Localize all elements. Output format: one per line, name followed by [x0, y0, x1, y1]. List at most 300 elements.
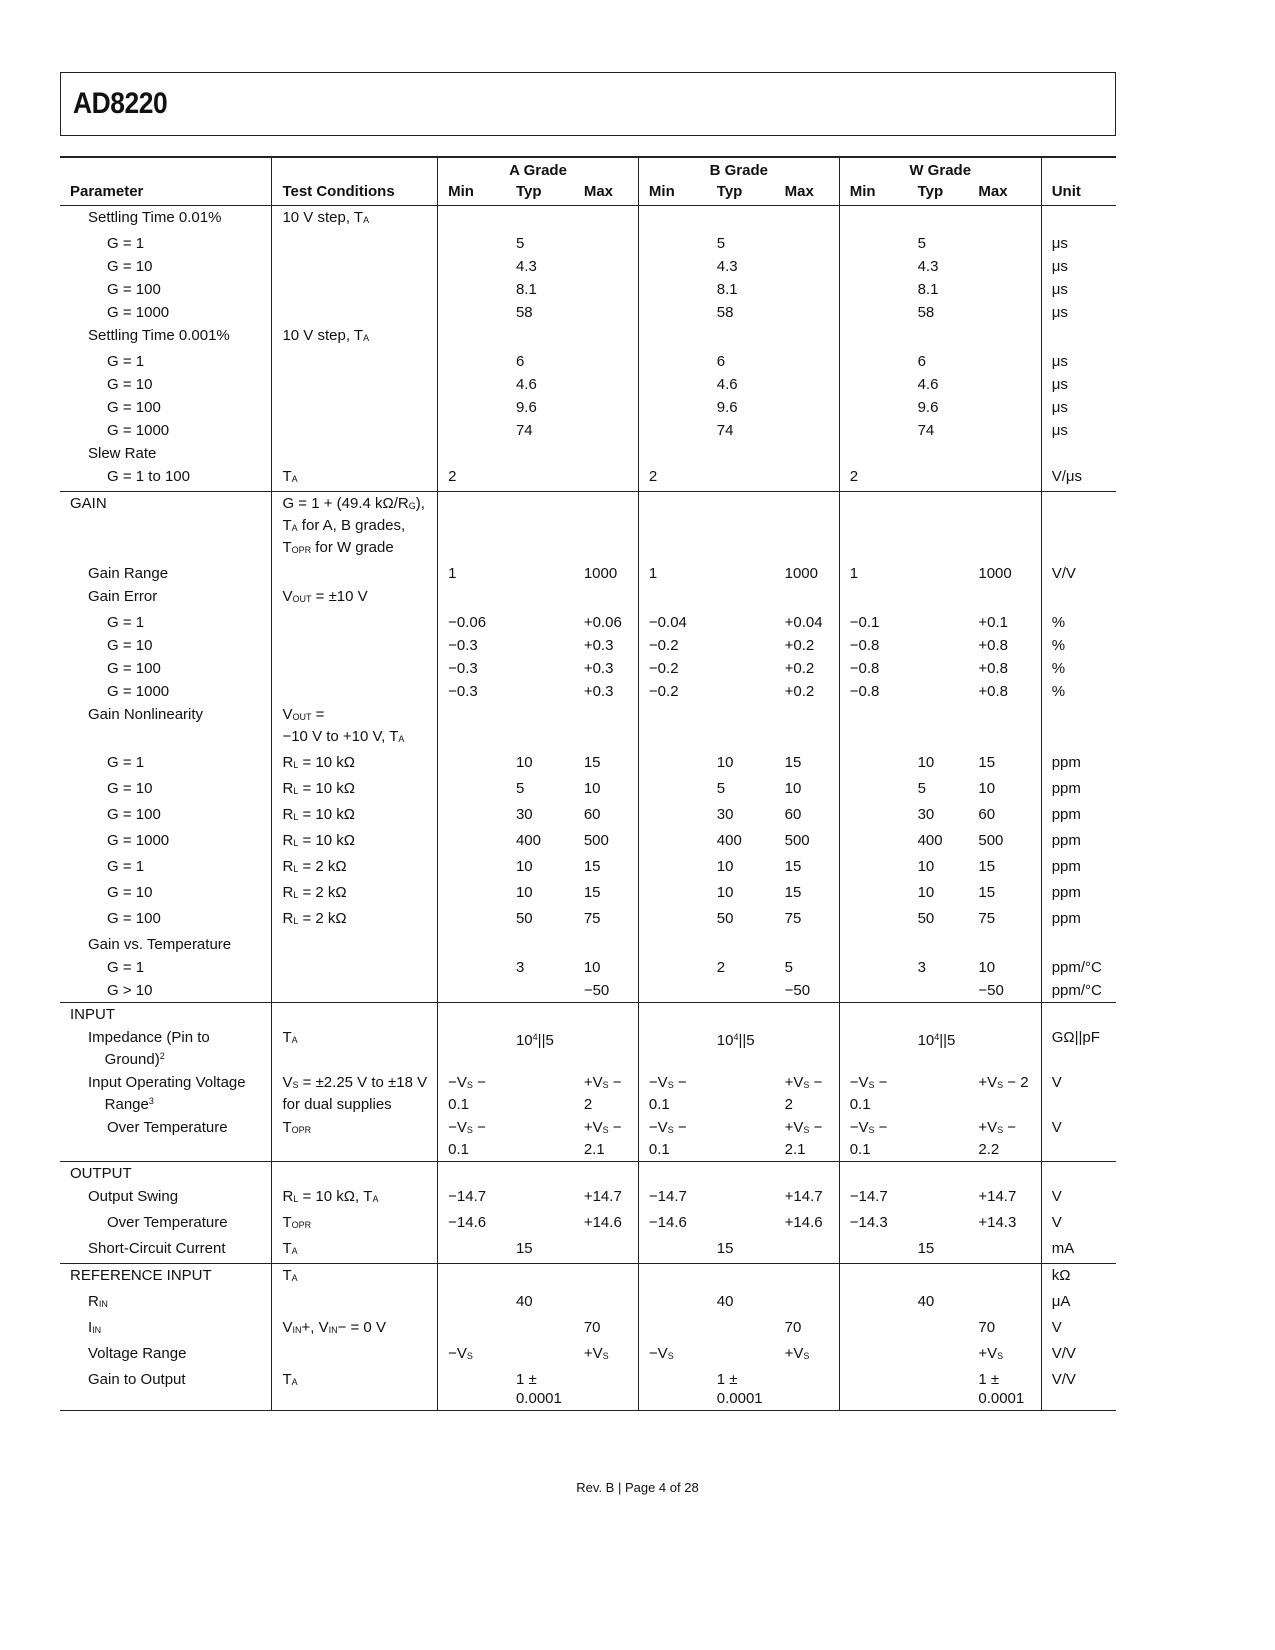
b-min-cell — [638, 1003, 706, 1027]
parameter-cell: G = 100 — [107, 399, 161, 416]
header-typ: Typ — [506, 180, 574, 206]
parameter-cell: G = 10 — [107, 637, 153, 654]
w-min-cell: $-V_S$ − 0.1 — [839, 1116, 907, 1162]
parameter-cell: $I_{IN}$ — [88, 1319, 102, 1336]
parameter-cell: Impedance (Pin to Ground)$^2$ — [88, 1029, 210, 1068]
b-min-cell — [638, 956, 706, 979]
a-min-cell — [438, 278, 506, 301]
b-min-cell — [638, 255, 706, 278]
w-typ-cell: 15 — [917, 1240, 935, 1257]
header-row-columns — [60, 180, 1116, 206]
w-typ-cell — [908, 611, 969, 634]
w-typ-cell: 30 — [917, 806, 935, 823]
w-min-cell — [839, 419, 907, 442]
b-max-cell — [775, 419, 840, 442]
b-min-cell — [638, 751, 706, 777]
a-min-cell — [438, 751, 506, 777]
parameter-cell: G = 1 — [107, 235, 145, 252]
w-min-cell — [839, 492, 907, 563]
a-max-cell — [574, 703, 639, 751]
a-max-cell — [574, 350, 639, 373]
test-conditions-cell: $R_L = 10$ kΩ, $T_A$ — [272, 1185, 438, 1211]
parameter-cell: Gain Nonlinearity — [88, 706, 204, 723]
w-min-cell — [839, 255, 907, 278]
unit-cell: ppm — [1041, 855, 1116, 881]
w-min-cell — [839, 703, 907, 751]
w-min-cell — [839, 829, 907, 855]
w-min-cell — [839, 324, 907, 350]
a-typ-cell: 400 — [515, 832, 541, 849]
header-a-grade: A Grade — [438, 157, 639, 180]
w-min-cell — [839, 278, 907, 301]
a-min-cell — [438, 419, 506, 442]
b-max-cell — [775, 206, 840, 233]
a-max-cell: −50 — [583, 982, 610, 999]
w-max-cell: 75 — [978, 910, 996, 927]
b-typ-cell — [707, 1003, 775, 1027]
w-min-cell — [839, 232, 907, 255]
a-max-cell: 15 — [583, 858, 601, 875]
header-parameter: Parameter — [60, 180, 272, 206]
specifications-table — [60, 156, 1116, 1411]
b-max-cell — [775, 933, 840, 956]
b-min-cell — [638, 492, 706, 563]
unit-cell: μs — [1041, 232, 1116, 255]
w-max-cell: 1000 — [978, 565, 1012, 582]
a-max-cell — [574, 373, 639, 396]
b-typ-cell — [707, 1162, 775, 1186]
b-typ-cell — [707, 492, 775, 563]
a-min-cell: −14.7 — [438, 1185, 506, 1211]
a-min-cell — [438, 1237, 506, 1264]
b-max-cell — [775, 1264, 840, 1291]
a-typ-cell: 40 — [515, 1293, 533, 1310]
table-row — [60, 255, 1116, 278]
table-row — [60, 907, 1116, 933]
header-unit: Unit — [1041, 180, 1116, 206]
a-max-cell — [574, 1237, 639, 1264]
b-min-cell: −0.2 — [638, 634, 706, 657]
w-typ-cell: 4.6 — [917, 376, 939, 393]
test-conditions-cell — [272, 1290, 438, 1316]
unit-cell: V/μs — [1041, 465, 1116, 492]
test-conditions-cell — [272, 979, 438, 1003]
b-min-cell — [638, 206, 706, 233]
a-min-cell — [438, 206, 506, 233]
w-min-cell — [839, 1162, 907, 1186]
b-typ-cell — [707, 1342, 775, 1368]
b-min-cell — [638, 1162, 706, 1186]
w-max-cell — [968, 373, 1041, 396]
w-max-cell — [968, 492, 1041, 563]
w-max-cell — [968, 255, 1041, 278]
test-conditions-cell — [272, 373, 438, 396]
parameter-cell: G = 100 — [107, 910, 161, 927]
table-row — [60, 206, 1116, 233]
b-max-cell — [775, 1368, 840, 1411]
table-row — [60, 1211, 1116, 1237]
b-max-cell: +14.7 — [784, 1188, 823, 1205]
b-max-cell — [775, 465, 840, 492]
header-blank — [1041, 157, 1116, 180]
unit-cell: ppm — [1041, 803, 1116, 829]
b-min-cell: −14.6 — [638, 1211, 706, 1237]
b-max-cell — [775, 1162, 840, 1186]
w-min-cell: −0.1 — [839, 611, 907, 634]
b-max-cell — [775, 703, 840, 751]
test-conditions-cell: $V_S = \pm 2.25$ V to ±18 V for dual supplies — [272, 1071, 438, 1116]
a-min-cell — [438, 396, 506, 419]
table-row — [60, 703, 1116, 751]
w-typ-cell: 6 — [917, 353, 926, 370]
table-row — [60, 1316, 1116, 1342]
b-min-cell — [638, 803, 706, 829]
table-body — [60, 206, 1116, 1411]
w-max-cell: 15 — [978, 858, 996, 875]
test-conditions-cell: $R_L = 2$ kΩ — [272, 907, 438, 933]
b-typ-cell: 15 — [716, 1240, 734, 1257]
table-row — [60, 1264, 1116, 1291]
test-conditions-cell — [272, 1342, 438, 1368]
test-conditions-cell: $R_L = 10$ kΩ — [272, 751, 438, 777]
parameter-cell: Slew Rate — [88, 445, 157, 462]
w-min-cell: 2 — [839, 465, 907, 492]
table-row — [60, 956, 1116, 979]
b-min-cell: $-V_S$ — [638, 1342, 706, 1368]
w-min-cell — [839, 979, 907, 1003]
a-min-cell: 2 — [438, 465, 506, 492]
w-min-cell — [839, 933, 907, 956]
w-max-cell — [968, 278, 1041, 301]
a-min-cell — [438, 803, 506, 829]
a-min-cell — [438, 979, 506, 1003]
test-conditions-cell — [272, 1162, 438, 1186]
header-test-conditions: Test Conditions — [272, 180, 438, 206]
a-typ-cell — [506, 1071, 574, 1116]
b-typ-cell: 5 — [716, 780, 726, 797]
w-min-cell — [839, 350, 907, 373]
w-max-cell — [968, 1026, 1041, 1071]
a-max-cell: $+V_S$ − 2 — [583, 1074, 622, 1113]
parameter-cell: OUTPUT — [60, 1162, 272, 1186]
test-conditions-cell — [272, 350, 438, 373]
w-typ-cell — [908, 324, 969, 350]
test-conditions-cell: $V_{OUT}$ = −10 V to +10 V, $T_A$ — [272, 703, 438, 751]
unit-cell: ppm/°C — [1041, 956, 1116, 979]
unit-cell — [1041, 1162, 1116, 1186]
w-typ-cell: 5 — [917, 780, 926, 797]
a-typ-cell — [506, 1116, 574, 1162]
b-max-cell — [775, 1237, 840, 1264]
table-row — [60, 492, 1116, 563]
test-conditions-cell: 10 V step, $T_A$ — [272, 324, 438, 350]
b-typ-cell — [707, 657, 775, 680]
b-max-cell: 5 — [784, 959, 793, 976]
w-typ-cell — [908, 1071, 969, 1116]
a-typ-cell: 4.6 — [515, 376, 537, 393]
a-max-cell — [574, 324, 639, 350]
w-typ-cell: 40 — [917, 1293, 935, 1310]
w-typ-cell: 4.3 — [917, 258, 939, 275]
parameter-cell: Input Operating Voltage Range$^3$ — [88, 1074, 246, 1113]
w-typ-cell — [908, 442, 969, 465]
parameter-cell: Settling Time 0.01% — [60, 206, 272, 233]
w-max-cell — [968, 1290, 1041, 1316]
a-max-cell — [574, 1003, 639, 1027]
a-max-cell — [574, 1026, 639, 1071]
w-max-cell — [968, 585, 1041, 611]
w-min-cell — [839, 881, 907, 907]
w-min-cell: $-V_S$ − 0.1 — [839, 1071, 907, 1116]
b-max-cell — [775, 1003, 840, 1027]
unit-cell — [1041, 1003, 1116, 1027]
table-row — [60, 396, 1116, 419]
w-max-cell — [968, 396, 1041, 419]
b-max-cell — [775, 442, 840, 465]
a-typ-cell — [506, 442, 574, 465]
a-min-cell — [438, 232, 506, 255]
b-max-cell — [775, 585, 840, 611]
b-max-cell — [775, 373, 840, 396]
table-row — [60, 585, 1116, 611]
w-max-cell — [968, 1162, 1041, 1186]
unit-cell: mA — [1041, 1237, 1116, 1264]
b-typ-cell: 10 — [716, 754, 734, 771]
unit-cell — [1041, 585, 1116, 611]
w-max-cell — [968, 1264, 1041, 1291]
test-conditions-cell — [272, 680, 438, 703]
parameter-cell: G > 10 — [107, 982, 153, 999]
w-max-cell — [968, 1003, 1041, 1027]
test-conditions-cell: $V_{IN}+$, $V_{IN}- = 0$ V — [272, 1316, 438, 1342]
w-typ-cell — [908, 1264, 969, 1291]
a-min-cell: −0.3 — [438, 680, 506, 703]
w-typ-cell: 10 — [917, 858, 935, 875]
unit-cell: ppm — [1041, 881, 1116, 907]
b-typ-cell — [707, 562, 775, 585]
unit-cell: V/V — [1041, 562, 1116, 585]
unit-cell — [1041, 442, 1116, 465]
unit-cell: V — [1041, 1211, 1116, 1237]
a-min-cell — [438, 881, 506, 907]
unit-cell: μs — [1041, 278, 1116, 301]
a-min-cell: −0.3 — [438, 634, 506, 657]
a-min-cell — [438, 1162, 506, 1186]
w-min-cell: −14.3 — [839, 1211, 907, 1237]
table-row — [60, 1071, 1116, 1116]
b-typ-cell — [707, 933, 775, 956]
b-max-cell: 15 — [784, 754, 802, 771]
test-conditions-cell: $T_{OPR}$ — [272, 1116, 438, 1162]
test-conditions-cell: $T_A$ — [272, 1237, 438, 1264]
test-conditions-cell — [272, 232, 438, 255]
a-typ-cell — [506, 465, 574, 492]
parameter-cell: Gain Range — [88, 565, 169, 582]
w-min-cell — [839, 907, 907, 933]
b-min-cell — [638, 777, 706, 803]
unit-cell: μs — [1041, 350, 1116, 373]
table-row — [60, 611, 1116, 634]
b-typ-cell — [707, 206, 775, 233]
a-min-cell — [438, 933, 506, 956]
w-min-cell — [839, 855, 907, 881]
header-min: Min — [638, 180, 706, 206]
table-row — [60, 1116, 1116, 1162]
b-typ-cell: 50 — [716, 910, 734, 927]
parameter-cell: G = 10 — [107, 780, 153, 797]
test-conditions-cell — [272, 442, 438, 465]
w-typ-cell — [908, 1211, 969, 1237]
b-min-cell — [638, 324, 706, 350]
a-min-cell — [438, 777, 506, 803]
w-typ-cell — [908, 562, 969, 585]
a-min-cell — [438, 855, 506, 881]
w-max-cell — [968, 442, 1041, 465]
table-row — [60, 324, 1116, 350]
a-typ-cell: 10 — [515, 754, 533, 771]
a-min-cell — [438, 956, 506, 979]
table-row — [60, 1237, 1116, 1264]
b-min-cell — [638, 979, 706, 1003]
table-row — [60, 442, 1116, 465]
a-max-cell: $+V_S$ − 2.1 — [583, 1119, 622, 1158]
w-min-cell — [839, 585, 907, 611]
parameter-cell: Gain Error — [88, 588, 158, 605]
b-typ-cell — [707, 1116, 775, 1162]
parameter-cell: G = 1 — [107, 959, 145, 976]
b-max-cell: +14.6 — [784, 1214, 823, 1231]
a-typ-cell: 5 — [515, 235, 525, 252]
header-max: Max — [775, 180, 840, 206]
unit-cell: GΩ||pF — [1041, 1026, 1116, 1071]
a-min-cell: $-V_S$ − 0.1 — [438, 1071, 506, 1116]
b-typ-cell — [707, 1264, 775, 1291]
parameter-cell: G = 1 — [107, 614, 145, 631]
b-min-cell — [638, 1316, 706, 1342]
w-typ-cell: 10 — [917, 884, 935, 901]
w-max-cell: $+V_S$ − 2.2 — [978, 1119, 1017, 1158]
b-max-cell: $+V_S$ − 2.1 — [784, 1119, 823, 1158]
w-max-cell: 500 — [978, 832, 1004, 849]
w-max-cell: +0.8 — [978, 660, 1008, 677]
unit-cell: % — [1041, 657, 1116, 680]
unit-cell: % — [1041, 680, 1116, 703]
b-typ-cell: 10 — [716, 884, 734, 901]
a-typ-cell — [506, 492, 574, 563]
a-min-cell — [438, 585, 506, 611]
w-typ-cell: 50 — [917, 910, 935, 927]
a-max-cell — [574, 465, 639, 492]
a-max-cell: +14.7 — [583, 1188, 622, 1205]
b-max-cell: 15 — [784, 884, 802, 901]
b-typ-cell — [707, 1071, 775, 1116]
header-b-grade: B Grade — [638, 157, 839, 180]
test-conditions-cell — [272, 1003, 438, 1027]
unit-cell: μs — [1041, 396, 1116, 419]
w-typ-cell — [908, 657, 969, 680]
a-typ-cell — [506, 585, 574, 611]
test-conditions-cell: $R_L = 2$ kΩ — [272, 855, 438, 881]
b-min-cell: $-V_S$ − 0.1 — [638, 1116, 706, 1162]
a-max-cell — [574, 1264, 639, 1291]
b-max-cell: 500 — [784, 832, 810, 849]
test-conditions-cell: $R_L = 2$ kΩ — [272, 881, 438, 907]
b-max-cell: −50 — [784, 982, 811, 999]
table-row — [60, 232, 1116, 255]
b-min-cell — [638, 1026, 706, 1071]
w-typ-cell: 8.1 — [917, 281, 939, 298]
test-conditions-cell — [272, 419, 438, 442]
parameter-cell: G = 10 — [107, 258, 153, 275]
a-typ-cell: 10 — [515, 858, 533, 875]
w-max-cell — [968, 206, 1041, 233]
b-max-cell: $+V_S$ − 2 — [784, 1074, 823, 1113]
parameter-cell: G = 1 to 100 — [107, 468, 190, 485]
a-max-cell: +0.3 — [583, 637, 614, 654]
header-typ: Typ — [707, 180, 775, 206]
a-max-cell: +0.3 — [583, 683, 614, 700]
b-typ-cell — [707, 979, 775, 1003]
a-typ-cell: 74 — [515, 422, 533, 439]
parameter-cell: G = 1000 — [107, 304, 170, 321]
table-row — [60, 751, 1116, 777]
a-min-cell — [438, 907, 506, 933]
b-min-cell — [638, 933, 706, 956]
w-max-cell — [968, 933, 1041, 956]
b-max-cell: 1000 — [784, 565, 818, 582]
w-max-cell: $+V_S$ — [978, 1345, 1004, 1362]
parameter-cell: Voltage Range — [88, 1345, 187, 1362]
a-max-cell: 500 — [583, 832, 609, 849]
unit-cell: μs — [1041, 373, 1116, 396]
a-typ-cell: 6 — [515, 353, 525, 370]
a-max-cell: +0.06 — [583, 614, 622, 631]
w-typ-cell — [908, 1116, 969, 1162]
unit-cell: μs — [1041, 255, 1116, 278]
header-blank — [60, 157, 272, 180]
a-max-cell: 70 — [583, 1319, 601, 1336]
unit-cell — [1041, 492, 1116, 563]
a-min-cell — [438, 829, 506, 855]
unit-cell: μs — [1041, 301, 1116, 324]
header-typ: Typ — [908, 180, 969, 206]
b-typ-cell: 40 — [716, 1293, 734, 1310]
w-max-cell — [968, 324, 1041, 350]
b-min-cell: −0.2 — [638, 657, 706, 680]
a-min-cell: −0.3 — [438, 657, 506, 680]
b-typ-cell: 58 — [716, 304, 734, 321]
a-max-cell: +0.3 — [583, 660, 614, 677]
header-min: Min — [438, 180, 506, 206]
a-min-cell — [438, 492, 506, 563]
b-min-cell: $-V_S$ − 0.1 — [638, 1071, 706, 1116]
w-typ-cell — [908, 585, 969, 611]
b-typ-cell — [707, 1211, 775, 1237]
b-min-cell: −0.04 — [638, 611, 706, 634]
header-max: Max — [968, 180, 1041, 206]
parameter-cell: G = 100 — [107, 806, 161, 823]
w-max-cell: 15 — [978, 754, 996, 771]
w-max-cell: 10 — [978, 959, 996, 976]
b-min-cell — [638, 1237, 706, 1264]
test-conditions-cell: $T_A$ — [272, 1026, 438, 1071]
b-min-cell — [638, 278, 706, 301]
unit-cell: ppm — [1041, 777, 1116, 803]
a-typ-cell — [506, 933, 574, 956]
w-typ-cell — [908, 979, 969, 1003]
unit-cell: V — [1041, 1185, 1116, 1211]
parameter-cell: G = 1 — [107, 353, 145, 370]
